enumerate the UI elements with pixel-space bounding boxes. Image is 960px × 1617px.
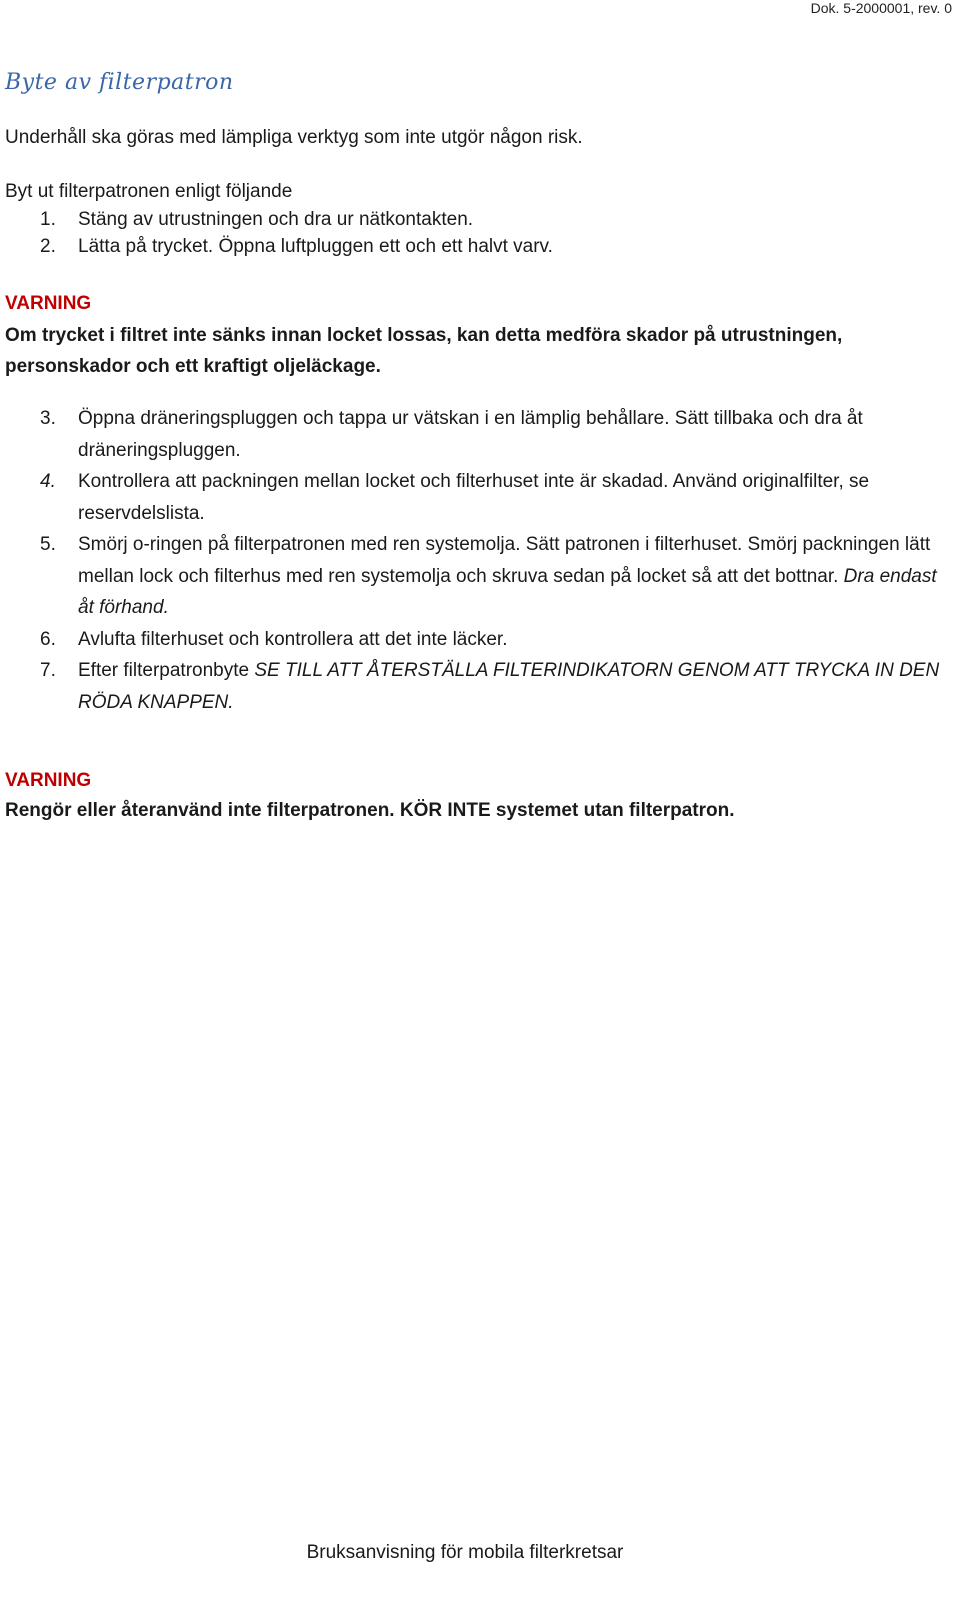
steps-list-first — [0, 206, 950, 260]
intro-paragraph: Underhåll ska göras med lämpliga verktyg som inte utgör någon risk. — [5, 127, 583, 148]
step-text: Smörj o-ringen på filterpatronen med ren systemolja. Sätt patronen i filterhuset. Smörj packningen lätt mellan lock och filterhus med ren systemolja och skruva sedan på locket så att det bottnar. — [78, 534, 931, 587]
step-number: 1. — [40, 209, 56, 230]
list-item — [0, 624, 950, 656]
step-text: Efter filterpatronbyte — [78, 660, 255, 681]
list-item — [0, 655, 950, 718]
page-title: Byte av filterpatron — [5, 70, 234, 95]
list-item — [0, 206, 950, 233]
list-item — [0, 529, 950, 624]
page-footer: Bruksanvisning för mobila filterkretsar — [306, 1542, 624, 1563]
step-number: 7. — [40, 660, 56, 681]
warning-label: VARNING — [5, 770, 92, 791]
step-number: 5. — [40, 534, 56, 555]
step-number: 2. — [40, 236, 56, 257]
steps-heading: Byt ut filterpatronen enligt följande — [5, 181, 293, 202]
step-emphasis: Dra endast åt förhand. — [78, 565, 937, 618]
list-item — [0, 466, 950, 529]
step-number: 6. — [40, 628, 56, 650]
steps-list-second — [0, 403, 950, 718]
warning-text: Om trycket i filtret inte sänks innan locket lossas, kan detta medföra skador på utrustningen, personskador och ett kraftigt oljeläckage. — [5, 325, 843, 377]
step-text: Öppna dräneringspluggen och tappa ur vätskan i en lämplig behållare. Sätt tillbaka och dra åt dräneringspluggen. — [78, 408, 863, 461]
step-emphasis: SE TILL ATT ÅTERSTÄLLA FILTERINDIKATORN GENOM ATT TRYCKA IN DEN RÖDA KNAPPEN. — [78, 660, 940, 713]
step-text: Stäng av utrustningen och dra ur nätkontakten. — [78, 209, 474, 230]
step-number: 4. — [40, 471, 56, 492]
step-text: Lätta på trycket. Öppna luftpluggen ett och ett halvt varv. — [78, 236, 553, 257]
list-item — [0, 403, 950, 466]
document-reference: Dok. 5-2000001, rev. 0 — [810, 0, 952, 16]
list-item — [0, 233, 950, 260]
step-text: Kontrollera att packningen mellan locket och filterhuset inte är skadad. Använd originalfilter, se reservdelslista. — [78, 471, 870, 524]
warning-label: VARNING — [5, 293, 92, 314]
step-text: Avlufta filterhuset och kontrollera att det inte läcker. — [78, 628, 508, 650]
warning-text: Rengör eller återanvänd inte filterpatronen. KÖR INTE systemet utan filterpatron. — [5, 800, 735, 821]
step-number: 3. — [40, 408, 56, 429]
